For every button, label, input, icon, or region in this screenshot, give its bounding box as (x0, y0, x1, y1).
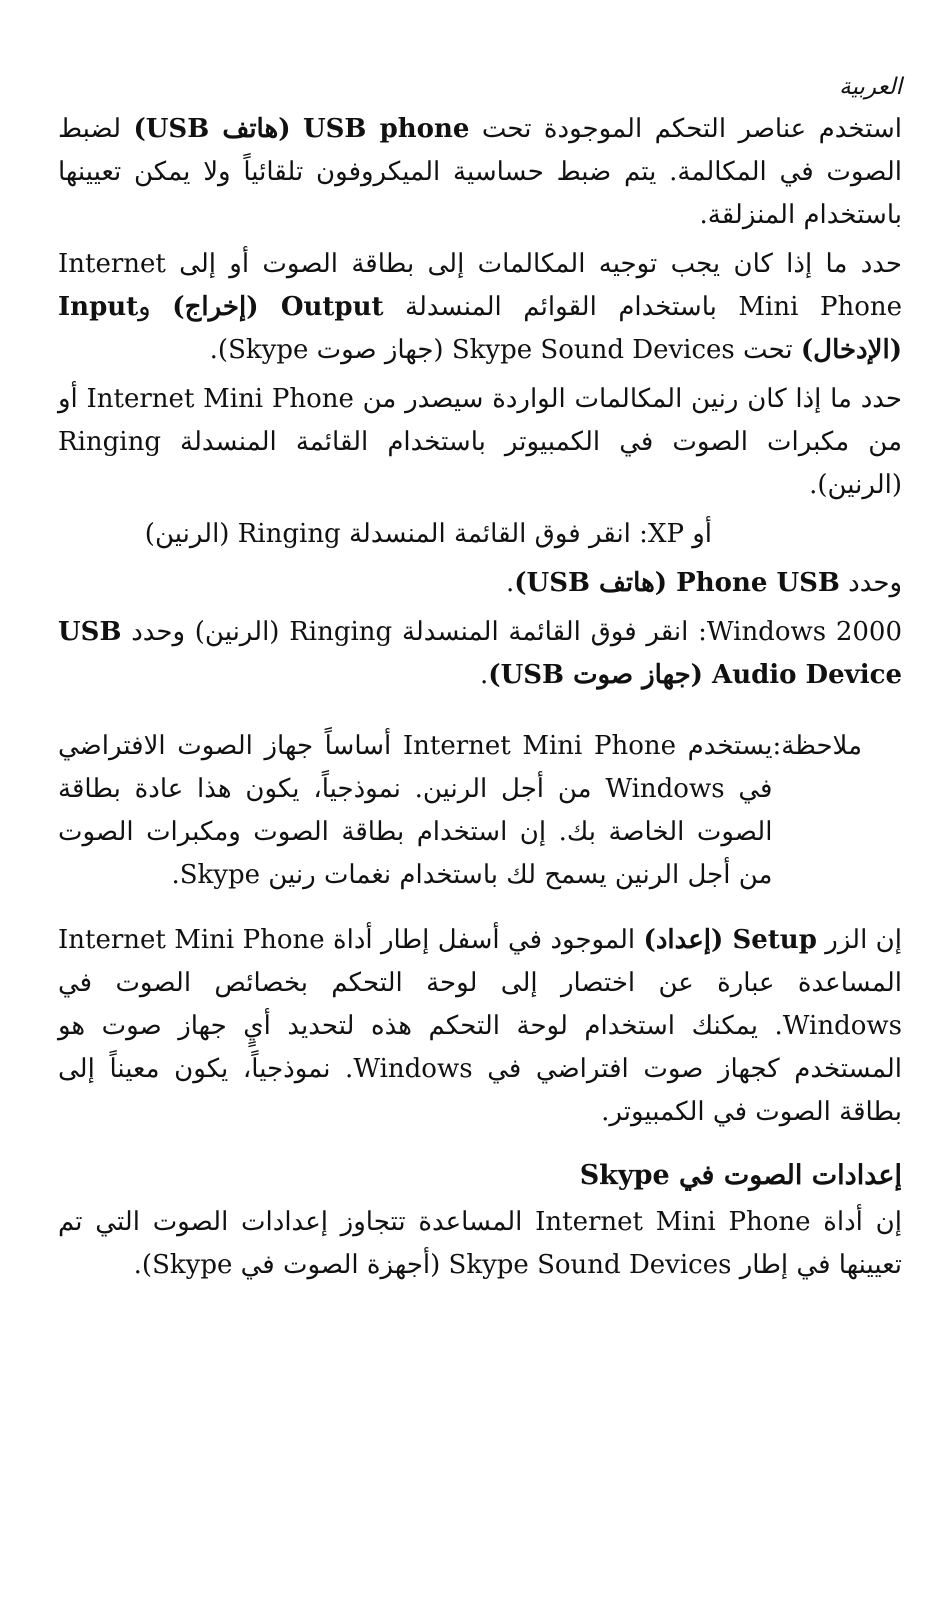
setup-term: Setup (إعداد) (643, 925, 817, 955)
phone-usb-term: Phone USB (هاتف USB) (514, 568, 840, 598)
paragraph-output-input: حدد ما إذا كان يجب توجيه المكالمات إلى بطاقة الصوت أو إلى Internet Mini Phone باستخدام القوائم المنسدلة Output (إخراج) وInput (الإدخال) تحت Skype Sound Devices (جهاز صوت Skype). (58, 249, 902, 365)
paragraph-setup-button: إن الزر Setup (إعداد) الموجود في أسفل إطار أداة Internet Mini Phone المساعدة عبارة عن اختصار إلى لوحة التحكم بخصائص الصوت في Windows. يمكنك استخدام لوحة التحكم هذه لتحديد أيٍ جهاز صوت هو المستخدم كجهاز صوت افتراضي في Windows. نموذجياً، يكون معيناً إلى بطاقة الصوت في الكمبيوتر. (58, 925, 902, 1127)
paragraph-ringing: حدد ما إذا كان رنين المكالمات الواردة سيصدر من Internet Mini Phone أو من مكبرات الصوت في الكمبيوتر باستخدام القائمة المنسدلة Ringing (الرنين). (58, 384, 902, 500)
usb-audio-device-term: USB Audio Device (جهاز صوت USB) (58, 617, 902, 690)
note-text: يستخدم Internet Mini Phone أساساً جهاز الصوت الافتراضي في Windows من أجل الرنين. نموذجياً، يكون هذا عادة بطاقة الصوت الخاصة بك. إن استخدام بطاقة الصوت ومكبرات الصوت من أجل الرنين يسمح لك باستخدام نغمات رنين Skype. (58, 731, 773, 890)
section-heading-skype-sound-settings: إعدادات الصوت في Skype (579, 1160, 902, 1191)
note-block (58, 725, 902, 897)
xp-instruction-line2: وحدد Phone USB (هاتف USB). (505, 568, 902, 598)
usb-phone-arabic-term: (هاتف USB) (133, 114, 291, 144)
paragraph-usb-phone-controls: استخدم عناصر التحكم الموجودة تحت USB phone (هاتف USB) لضبط الصوت في المكالمة. يتم ضبط حساسية الميكروفون تلقائياً ولا يمكن تعيينها باستخدام المنزلقة. (58, 114, 902, 230)
usb-phone-term: USB phone (302, 114, 470, 144)
xp-instruction-line1: أو XP: انقر فوق القائمة المنسدلة Ringing (الرنين) (144, 519, 712, 549)
windows-2000-instruction: Windows 2000: انقر فوق القائمة المنسدلة Ringing (الرنين) وحدد USB Audio Device (جهاز صوت USB). (58, 617, 902, 690)
input-term: Input (الإدخال) (58, 292, 902, 365)
paragraph-skype-override: إن أداة Internet Mini Phone المساعدة تتجاوز إعدادات الصوت التي تم تعيينها في إطار Skype Sound Devices (أجهزة الصوت في Skype). (58, 1207, 902, 1280)
output-term: Output (إخراج) (172, 292, 384, 322)
note-label: ملاحظة: (772, 731, 862, 761)
language-label: العربية (839, 74, 902, 100)
